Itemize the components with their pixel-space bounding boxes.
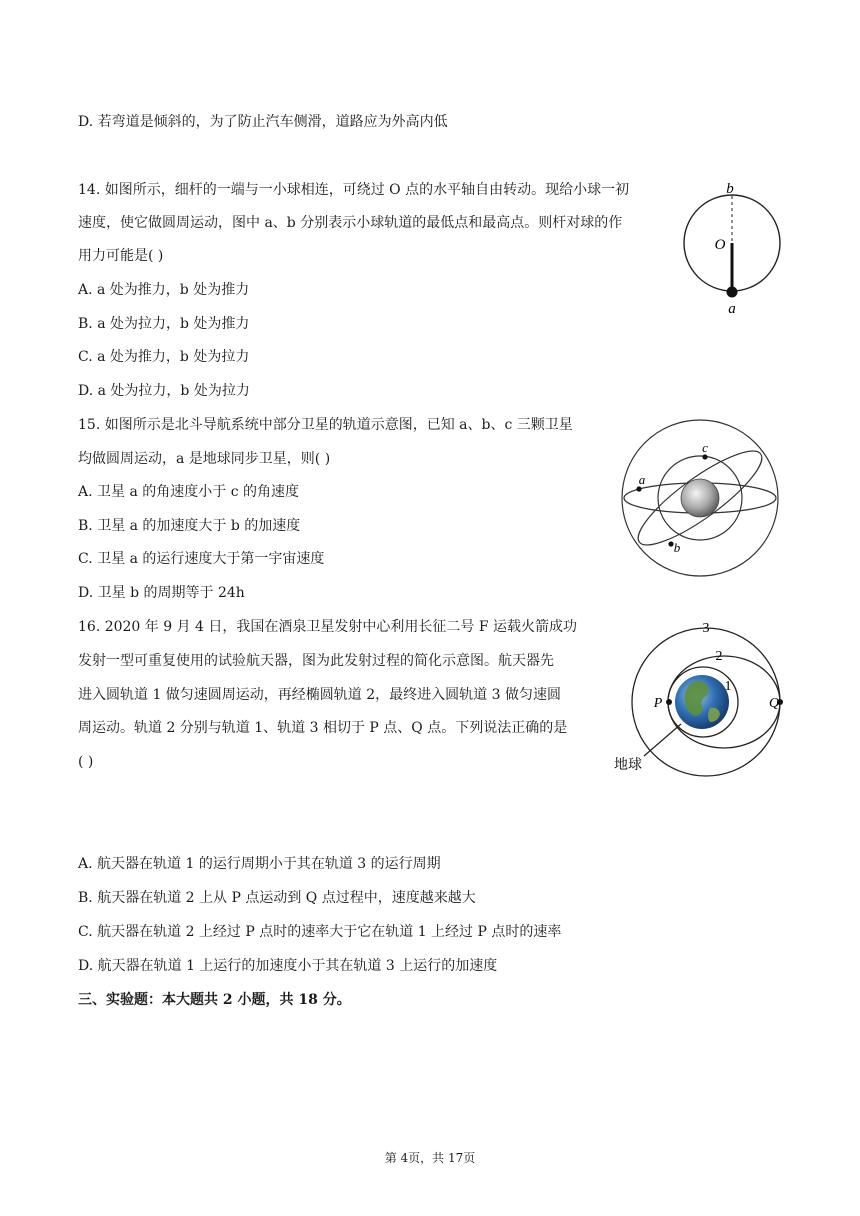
q15-satellite-c bbox=[702, 454, 707, 459]
q15-earth bbox=[681, 479, 719, 517]
q16-label-3: 3 bbox=[702, 621, 710, 636]
q16-stem-line-1: 16. 2020 年 9 月 4 日，我国在酒泉卫星发射中心利用长征二号 F 运载火箭成功 bbox=[78, 619, 578, 635]
q14-figure bbox=[680, 180, 790, 320]
q15-label-c: c bbox=[702, 440, 708, 455]
q16-stem-line-4: 周运动。轨道 2 分别与轨道 1、轨道 3 相切于 P 点、Q 点。下列说法正确的是 bbox=[78, 720, 568, 736]
q15-satellite-a bbox=[636, 486, 641, 491]
q16-option-d: D. 航天器在轨道 1 上运行的加速度小于其在轨道 3 上运行的加速度 bbox=[78, 958, 498, 974]
q15-option-c: C. 卫星 a 的运行速度大于第一宇宙速度 bbox=[78, 551, 325, 567]
q16-point-p bbox=[666, 699, 672, 705]
q14-option-a: A. a 处为推力，b 处为推力 bbox=[78, 282, 250, 298]
q16-label-p: P bbox=[653, 696, 663, 711]
q16-figure bbox=[606, 616, 786, 776]
q16-option-c: C. 航天器在轨道 2 上经过 P 点时的速率大于它在轨道 1 上经过 P 点时的速率 bbox=[78, 924, 562, 940]
q16-stem-line-2: 发射一型可重复使用的试验航天器，图为此发射过程的简化示意图。航天器先 bbox=[78, 653, 554, 669]
q16-label-q: Q bbox=[768, 696, 780, 711]
q14-stem-line-2: 速度，使它做圆周运动，图中 a、b 分别表示小球轨道的最低点和最高点。则杆对球的作 bbox=[78, 215, 623, 231]
q14-stem-line-3: 用力可能是( ) bbox=[78, 248, 164, 264]
q14-stem-line-1: 14. 如图所示，细杆的一端与一小球相连，可绕过 O 点的水平轴自由转动。现给小球一初 bbox=[78, 182, 630, 198]
q15-figure bbox=[618, 416, 784, 582]
q16-option-b: B. 航天器在轨道 2 上从 P 点运动到 Q 点过程中，速度越来越大 bbox=[78, 890, 476, 906]
section-3-heading: 三、实验题：本大题共 2 小题，共 18 分。 bbox=[78, 992, 351, 1008]
q15-option-a: A. 卫星 a 的角速度小于 c 的角速度 bbox=[78, 484, 299, 500]
q15-option-b: B. 卫星 a 的加速度大于 b 的加速度 bbox=[78, 518, 301, 534]
q14-label-b: b bbox=[726, 181, 734, 197]
q16-stem-line-3: 进入圆轨道 1 做匀速圆周运动，再经椭圆轨道 2，最终进入圆轨道 3 做匀速圆 bbox=[78, 687, 561, 703]
page-footer: 第 4页，共 17页 bbox=[384, 1151, 476, 1165]
q15-label-a: a bbox=[638, 472, 646, 487]
q16-earth-pointer bbox=[644, 724, 681, 756]
q14-ball bbox=[727, 287, 738, 298]
q15-label-b: b bbox=[673, 540, 681, 555]
q15-option-d: D. 卫星 b 的周期等于 24h bbox=[78, 585, 245, 601]
q13-option-d: D. 若弯道是倾斜的，为了防止汽车侧滑，道路应为外高内低 bbox=[78, 114, 448, 130]
q14-label-a: a bbox=[728, 301, 736, 317]
q14-option-c: C. a 处为推力，b 处为拉力 bbox=[78, 349, 250, 365]
q16-label-2: 2 bbox=[715, 649, 723, 664]
q14-option-b: B. a 处为拉力，b 处为推力 bbox=[78, 316, 250, 332]
q15-stem-line-1: 15. 如图所示是北斗导航系统中部分卫星的轨道示意图，已知 a、b、c 三颗卫星 bbox=[78, 417, 573, 433]
q15-stem-line-2: 均做圆周运动，a 是地球同步卫星，则( ) bbox=[78, 451, 331, 467]
q16-option-a: A. 航天器在轨道 1 的运行周期小于其在轨道 3 的运行周期 bbox=[78, 856, 441, 872]
q16-label-earth: 地球 bbox=[614, 758, 642, 773]
q14-label-o: O bbox=[714, 237, 726, 253]
q16-stem-line-5: ( ) bbox=[78, 754, 94, 770]
q14-option-d: D. a 处为拉力，b 处为拉力 bbox=[78, 383, 250, 399]
q16-label-1: 1 bbox=[724, 679, 732, 694]
